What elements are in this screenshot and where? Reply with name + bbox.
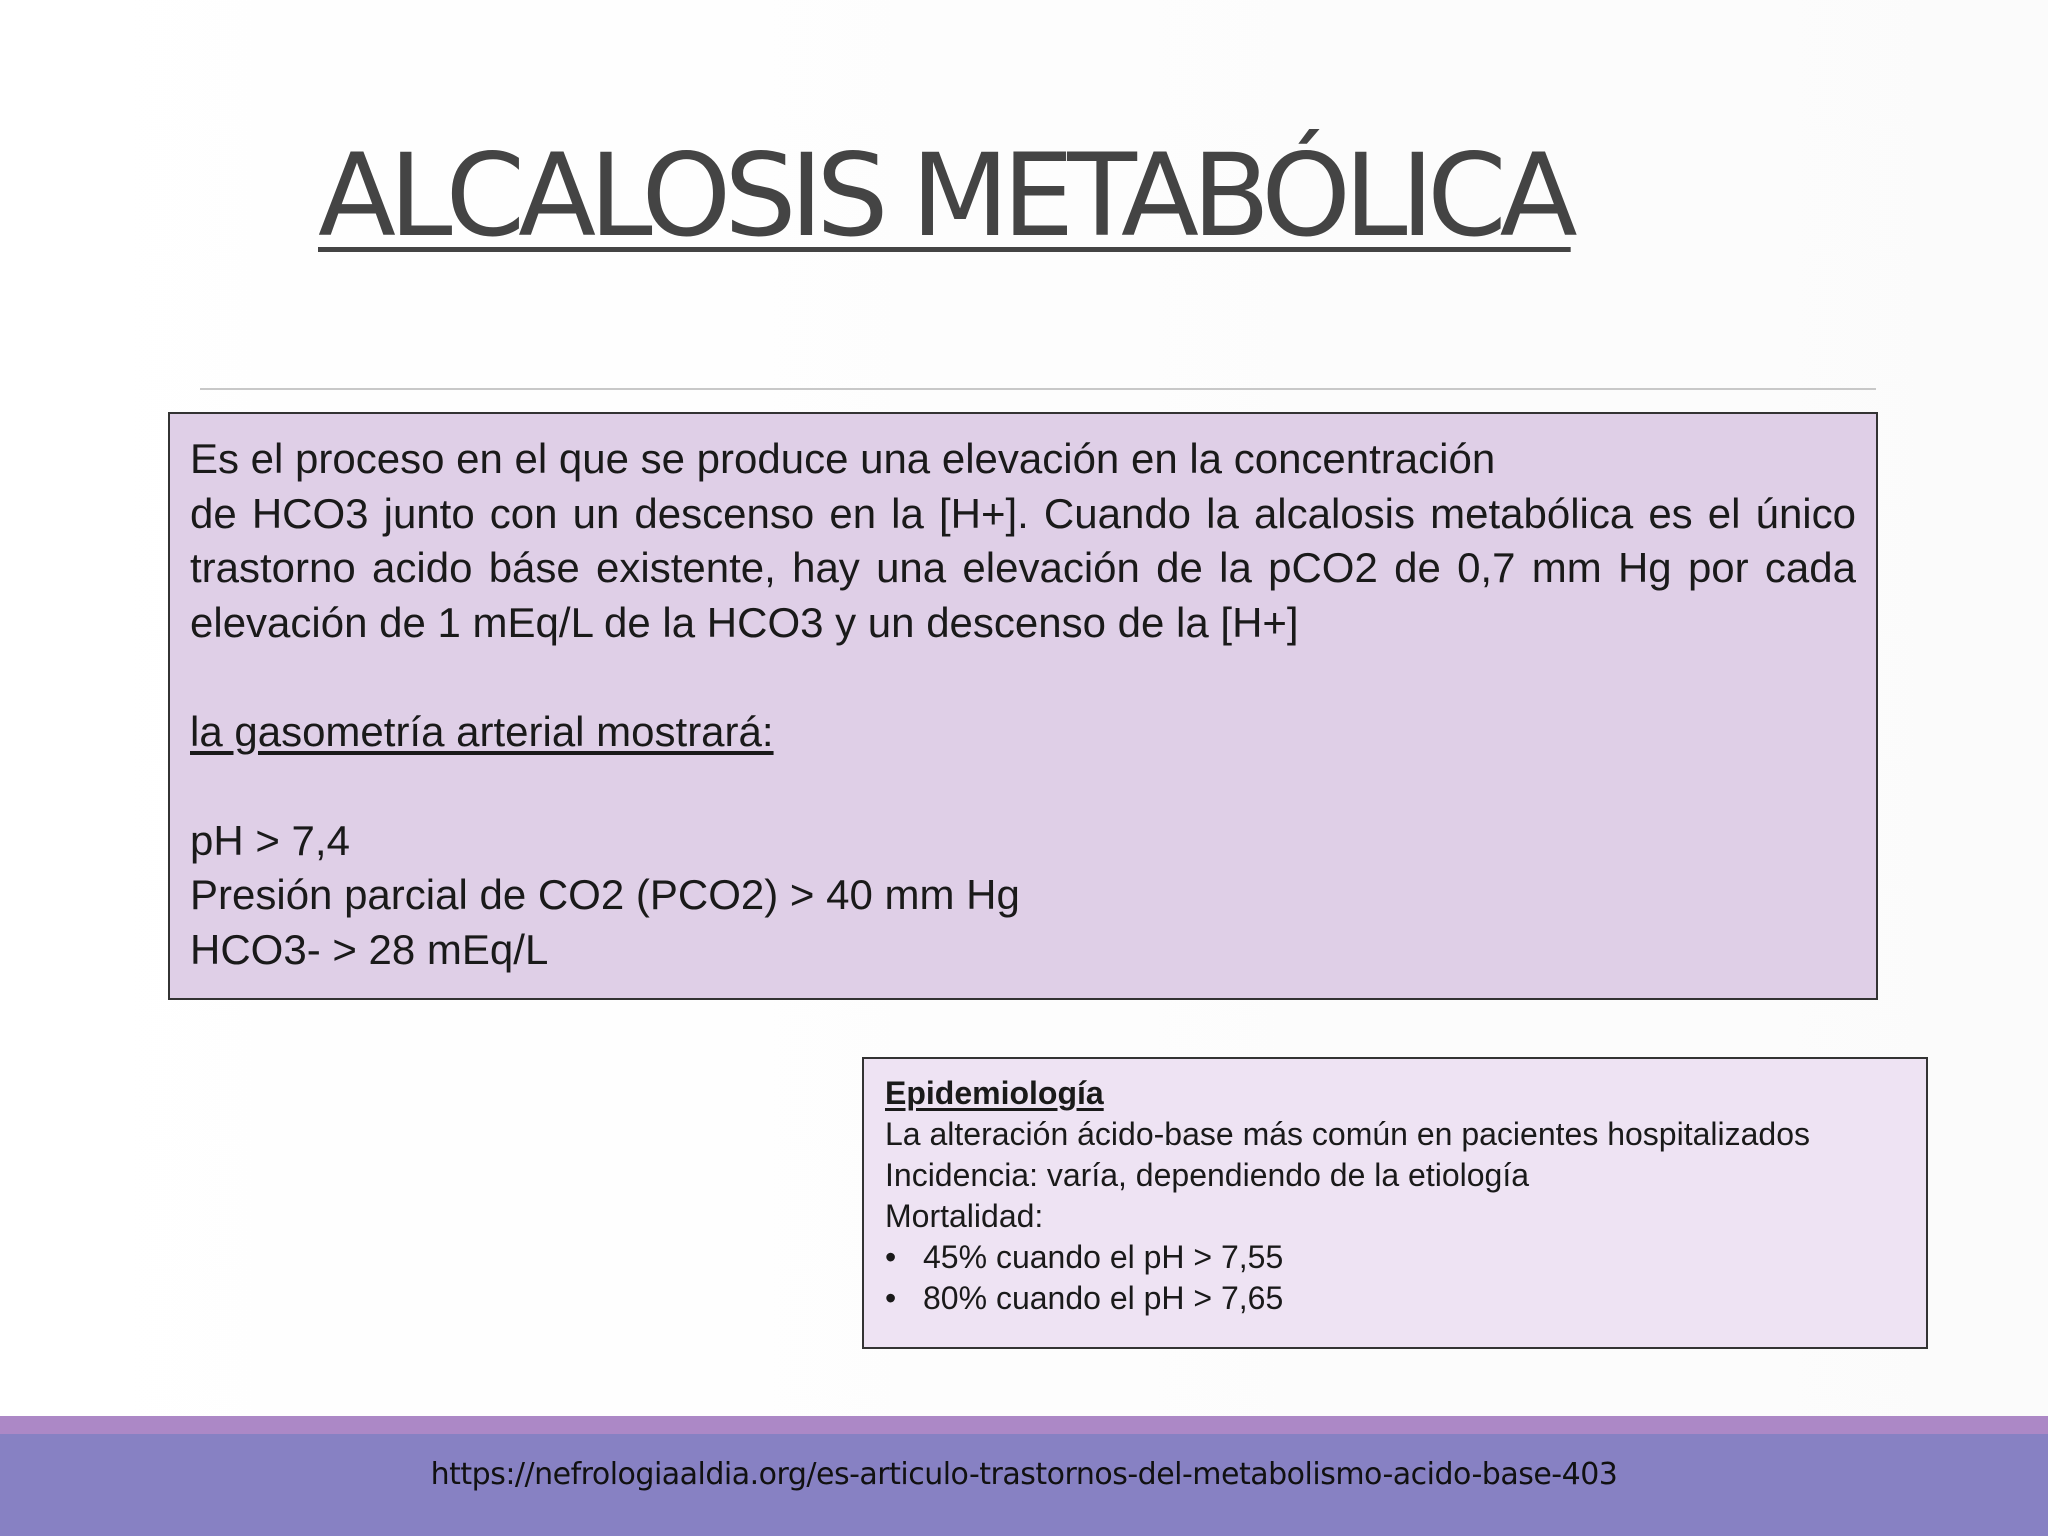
definition-box [168, 412, 1878, 1000]
mortality-item-text: 80% cuando el pH > 7,65 [923, 1280, 1284, 1316]
mortality-item-text: 45% cuando el pH > 7,55 [923, 1239, 1284, 1275]
gasometry-value-pco2: Presión parcial de CO2 (PCO2) > 40 mm Hg [190, 871, 1020, 918]
epidemiology-heading: Epidemiología [885, 1075, 1104, 1111]
epidemiology-line-incidence: Incidencia: varía, dependiendo de la etiología [885, 1157, 1530, 1193]
blank-line [190, 650, 1856, 705]
mortality-list [885, 1237, 1906, 1319]
definition-first-line: Es el proceso en el que se produce una elevación en la concentración [190, 435, 1496, 482]
gasometry-heading: la gasometría arterial mostrará: [190, 707, 774, 755]
epidemiology-box [862, 1057, 1928, 1349]
bullet-icon: • [885, 1280, 897, 1316]
blank-line [190, 759, 1856, 814]
title-separator [200, 388, 1876, 390]
list-item [885, 1237, 1906, 1278]
gasometry-value-hco3: HCO3- > 28 mEq/L [190, 925, 549, 973]
list-item [885, 1278, 1906, 1319]
source-link[interactable]: https://nefrologiaaldia.org/es-articulo-trastornos-del-metabolismo-acido-base-403 [430, 1457, 1618, 1492]
definition-paragraph: de HCO3 junto con un descenso en la [H+]. Cuando la alcalosis metabólica es el único trastorno acido báse existente, hay una elevación de la pCO2 de 0,7 mm Hg por cada elevación de 1 mEq/L de la HCO3 y un descenso de la [H+] [190, 489, 1856, 646]
footer-band [0, 1434, 2048, 1536]
epidemiology-line-common: La alteración ácido-base más común en pacientes hospitalizados [885, 1116, 1810, 1152]
bullet-icon: • [885, 1239, 897, 1275]
slide-title: ALCALOSIS METABÓLICA [318, 129, 1571, 262]
gasometry-value-ph: pH > 7,4 [190, 816, 350, 864]
footer-accent-stripe [0, 1416, 2048, 1434]
epidemiology-line-mortality: Mortalidad: [885, 1198, 1044, 1234]
